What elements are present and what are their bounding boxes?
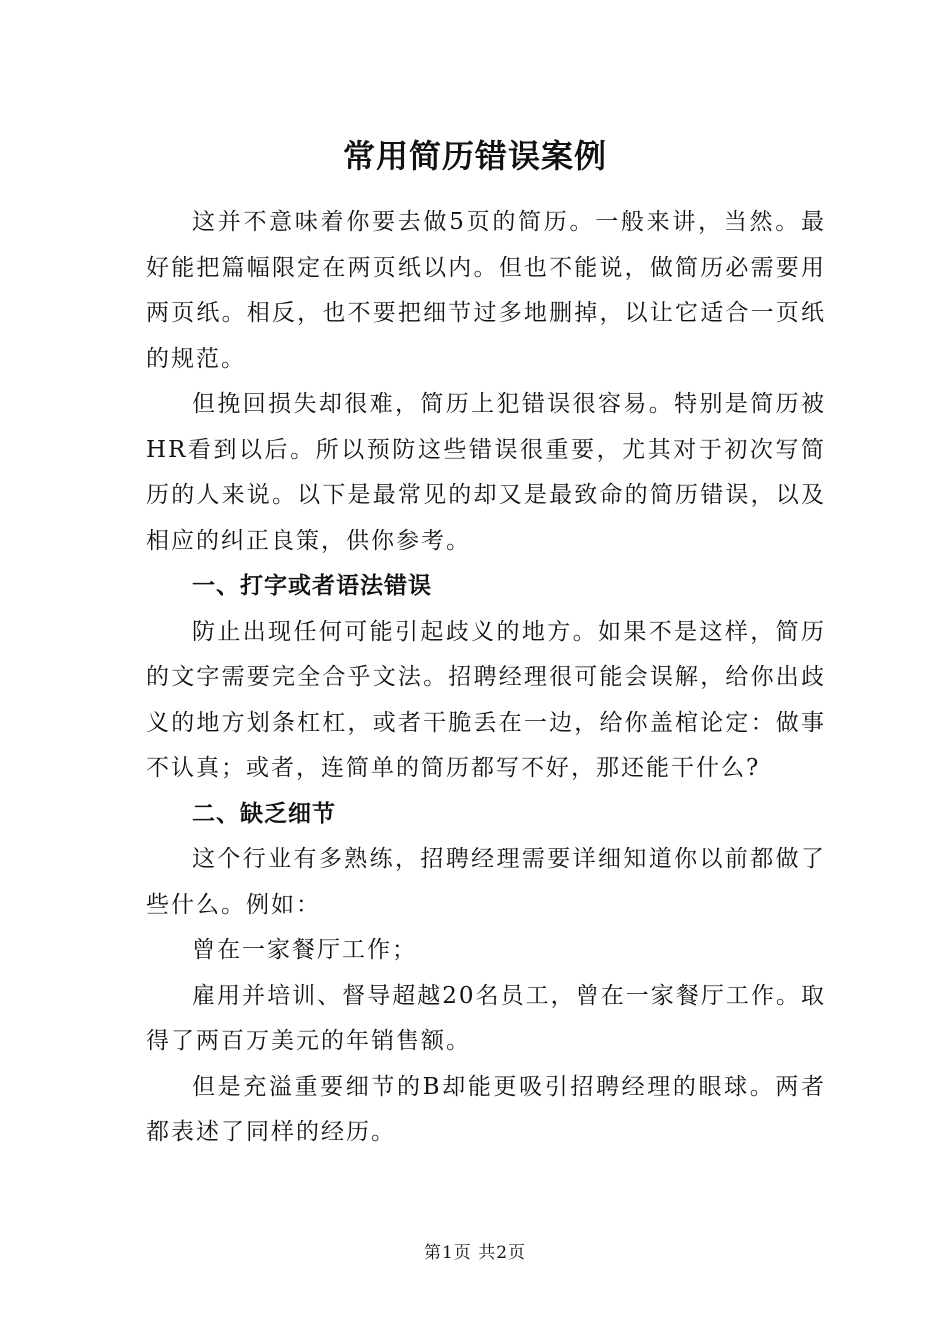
section-heading-2: 二、缺乏细节 [192,800,336,827]
paragraph-2: 但挽回损失却很难，简历上犯错误很容易。特别是简历被HR看到以后。所以预防这些错误很重要，尤其对于初次写简历的人来说。以下是最常见的却又是最致命的简历错误，以及相应的纠正良策，供你参考。 [146,391,826,554]
paragraph-3: 防止出现任何可能引起歧义的地方。如果不是这样，简历的文字需要完全合乎文法。招聘经理很可能会误解，给你出歧义的地方划条杠杠，或者干脆丢在一边，给你盖棺论定：做事不认真；或者，连简单的简历都写不好，那还能干什么? [146,618,826,781]
section-heading-1: 一、打字或者语法错误 [192,573,432,599]
paragraph-5: 但是充溢重要细节的B却能更吸引招聘经理的眼球。两者都表述了同样的经历。 [146,1073,826,1145]
example-b: 雇用并培训、督导超越20名员工，曾在一家餐厅工作。取得了两百万美元的年销售额。 [146,982,826,1054]
paragraph-4: 这个行业有多熟练，招聘经理需要详细知道你以前都做了些什么。例如： [146,846,826,918]
document-title: 常用简历错误案例 [342,137,607,175]
page-number-footer: 第1页 共2页 [423,1243,527,1263]
example-a: 曾在一家餐厅工作； [192,937,417,963]
paragraph-1: 这并不意味着你要去做5页的简历。一般来讲，当然。最好能把篇幅限定在两页纸以内。但也不能说，做简历必需要用两页纸。相反，也不要把细节过多地删掉，以让它适合一页纸的规范。 [146,209,826,372]
document-body [146,200,826,1156]
